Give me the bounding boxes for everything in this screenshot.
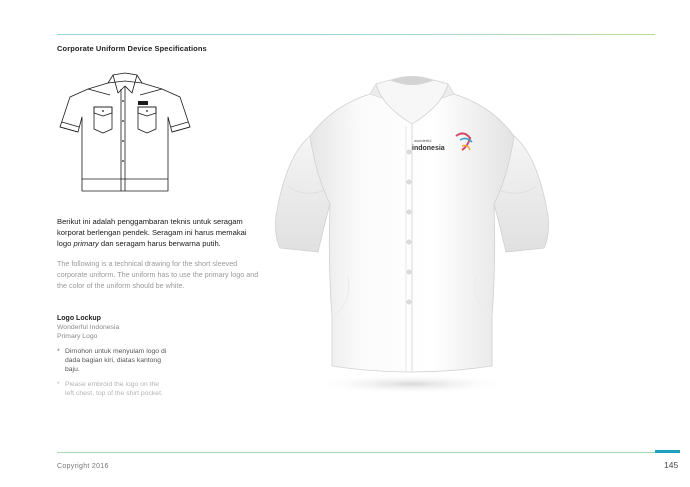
white-shirt-photo (272, 66, 552, 401)
page-number: 145 (664, 460, 679, 470)
note-indonesian-text: Dirnohon untuk menyulam logo di dada bagian kiri, diatas kantong baju. (65, 348, 167, 373)
bullet-star: * (57, 348, 60, 355)
copyright: Copyright 2016 (57, 463, 109, 470)
note-english-text: Please embroid the logo on the left chest, top of the shirt pocket. (65, 381, 163, 397)
note-english (57, 380, 167, 398)
shirt-technical-drawing (58, 71, 193, 196)
bottom-accent-bar (655, 450, 680, 453)
lockup-line-1: Wonderful Indonesia (57, 324, 120, 331)
description-indonesian: Berikut ini adalah penggambaran teknis untuk seragam korporat berlengan pendek. Seragam ini harus memakai logo primary dan seragam harus berwarna putih. (57, 216, 247, 248)
logo-lockup (57, 314, 167, 398)
page-title: Corporate Uniform Device Specifications (57, 44, 207, 53)
bottom-divider (57, 452, 655, 453)
description-english: The following is a technical drawing for the short sleeved corporate uniform. The uniform has to use the primary logo and the color of the uniform should be white. (57, 259, 259, 291)
logo-word-small: wonderful (414, 138, 432, 143)
top-divider (57, 34, 655, 35)
lockup-line-2: Primary Logo (57, 333, 98, 340)
lockup-title: Logo Lockup (57, 315, 101, 322)
bullet-star: * (57, 381, 60, 388)
logo-word-large: indonesia (412, 145, 445, 152)
note-indonesian (57, 347, 167, 374)
